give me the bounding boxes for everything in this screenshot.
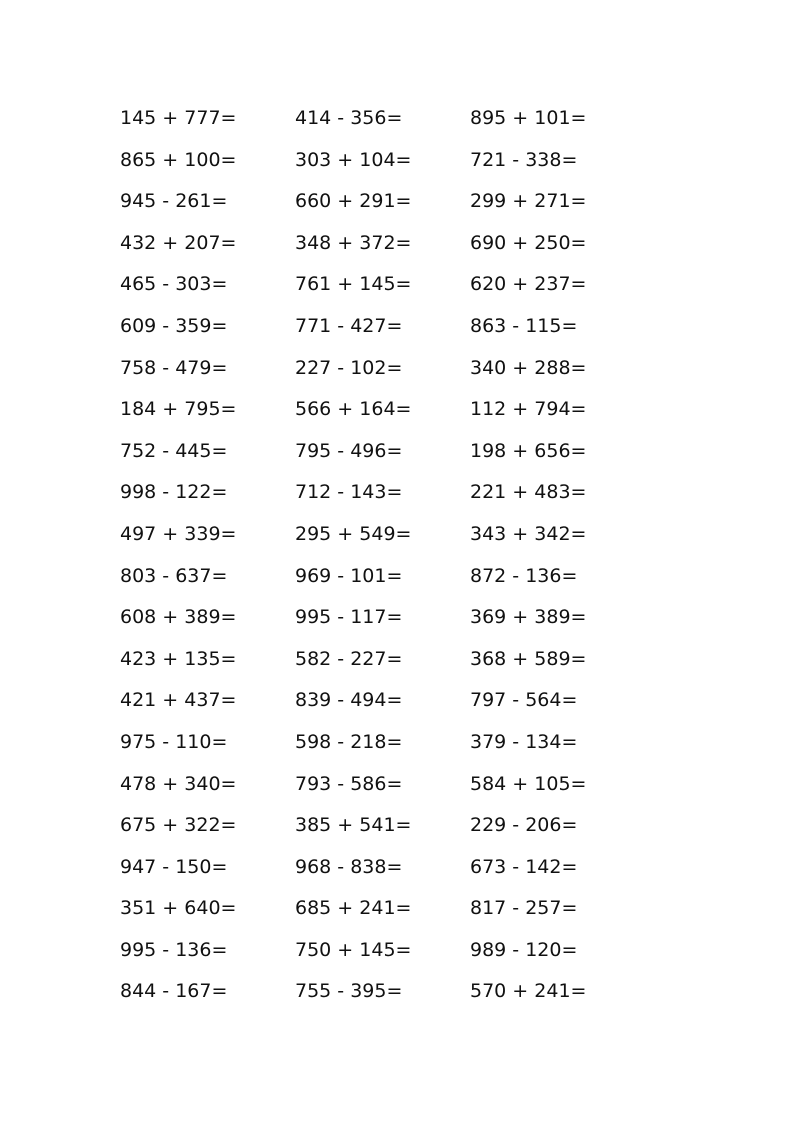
- math-problem: 998 - 122=: [120, 481, 228, 504]
- math-problem: 945 - 261=: [120, 190, 228, 213]
- math-problem: 872 - 136=: [470, 564, 578, 587]
- math-problem: 750 + 145=: [295, 938, 412, 961]
- math-problem: 712 - 143=: [295, 481, 403, 504]
- math-problem: 369 + 389=: [470, 606, 587, 629]
- math-problem: 340 + 288=: [470, 356, 587, 379]
- math-problem: 752 - 445=: [120, 439, 228, 462]
- problem-column-2: [295, 98, 465, 1013]
- math-problem: 969 - 101=: [295, 564, 403, 587]
- math-problem: 351 + 640=: [120, 897, 237, 920]
- math-problem: 432 + 207=: [120, 231, 237, 254]
- math-problem: 685 + 241=: [295, 897, 412, 920]
- math-problem: 368 + 589=: [470, 647, 587, 670]
- math-problem: 584 + 105=: [470, 772, 587, 795]
- math-problem: 620 + 237=: [470, 273, 587, 296]
- math-problem: 758 - 479=: [120, 356, 228, 379]
- math-problem: 975 - 110=: [120, 730, 228, 753]
- math-problem: 817 - 257=: [470, 897, 578, 920]
- math-problem: 379 - 134=: [470, 730, 578, 753]
- math-problem: 690 + 250=: [470, 231, 587, 254]
- problem-column-1: [120, 98, 290, 1013]
- math-problem: 303 + 104=: [295, 148, 412, 171]
- math-problem: 229 - 206=: [470, 814, 578, 837]
- math-problem: 609 - 359=: [120, 314, 228, 337]
- math-problem: 761 + 145=: [295, 273, 412, 296]
- math-problem: 797 - 564=: [470, 689, 578, 712]
- math-problem: 721 - 338=: [470, 148, 578, 171]
- math-problem: 478 + 340=: [120, 772, 237, 795]
- math-problem: 755 - 395=: [295, 980, 403, 1003]
- math-problem: 385 + 541=: [295, 814, 412, 837]
- math-problem: 112 + 794=: [470, 398, 587, 421]
- math-problem: 421 + 437=: [120, 689, 237, 712]
- math-problem: 343 + 342=: [470, 522, 587, 545]
- math-problem: 844 - 167=: [120, 980, 228, 1003]
- math-problem: 465 - 303=: [120, 273, 228, 296]
- math-problem: 497 + 339=: [120, 522, 237, 545]
- math-problem: 863 - 115=: [470, 314, 578, 337]
- math-problem: 771 - 427=: [295, 314, 403, 337]
- math-problem: 348 + 372=: [295, 231, 412, 254]
- math-problem: 995 - 117=: [295, 606, 403, 629]
- math-problem: 570 + 241=: [470, 980, 587, 1003]
- math-problem: 895 + 101=: [470, 107, 587, 129]
- math-problem: 608 + 389=: [120, 606, 237, 629]
- math-problem: 795 - 496=: [295, 439, 403, 462]
- math-problem: 793 - 586=: [295, 772, 403, 795]
- math-problem: 221 + 483=: [470, 481, 587, 504]
- math-problem: 145 + 777=: [120, 107, 237, 129]
- math-problem: 299 + 271=: [470, 190, 587, 213]
- math-problem: 989 - 120=: [470, 938, 578, 961]
- math-problem: 423 + 135=: [120, 647, 237, 670]
- math-problem: 865 + 100=: [120, 148, 237, 171]
- math-problem: 414 - 356=: [295, 107, 403, 129]
- math-problem: 839 - 494=: [295, 689, 403, 712]
- math-problem: 198 + 656=: [470, 439, 587, 462]
- problem-column-3: [470, 98, 640, 1013]
- math-problem: 803 - 637=: [120, 564, 228, 587]
- math-problem: 675 + 322=: [120, 814, 237, 837]
- math-problem: 995 - 136=: [120, 938, 228, 961]
- math-problem: 295 + 549=: [295, 522, 412, 545]
- math-problem: 968 - 838=: [295, 855, 403, 878]
- math-problem: 582 - 227=: [295, 647, 403, 670]
- math-problem: 566 + 164=: [295, 398, 412, 421]
- math-problem: 947 - 150=: [120, 855, 228, 878]
- math-problem: 598 - 218=: [295, 730, 403, 753]
- math-problem: 673 - 142=: [470, 855, 578, 878]
- math-problem: 227 - 102=: [295, 356, 403, 379]
- math-problem: 660 + 291=: [295, 190, 412, 213]
- math-problem: 184 + 795=: [120, 398, 237, 421]
